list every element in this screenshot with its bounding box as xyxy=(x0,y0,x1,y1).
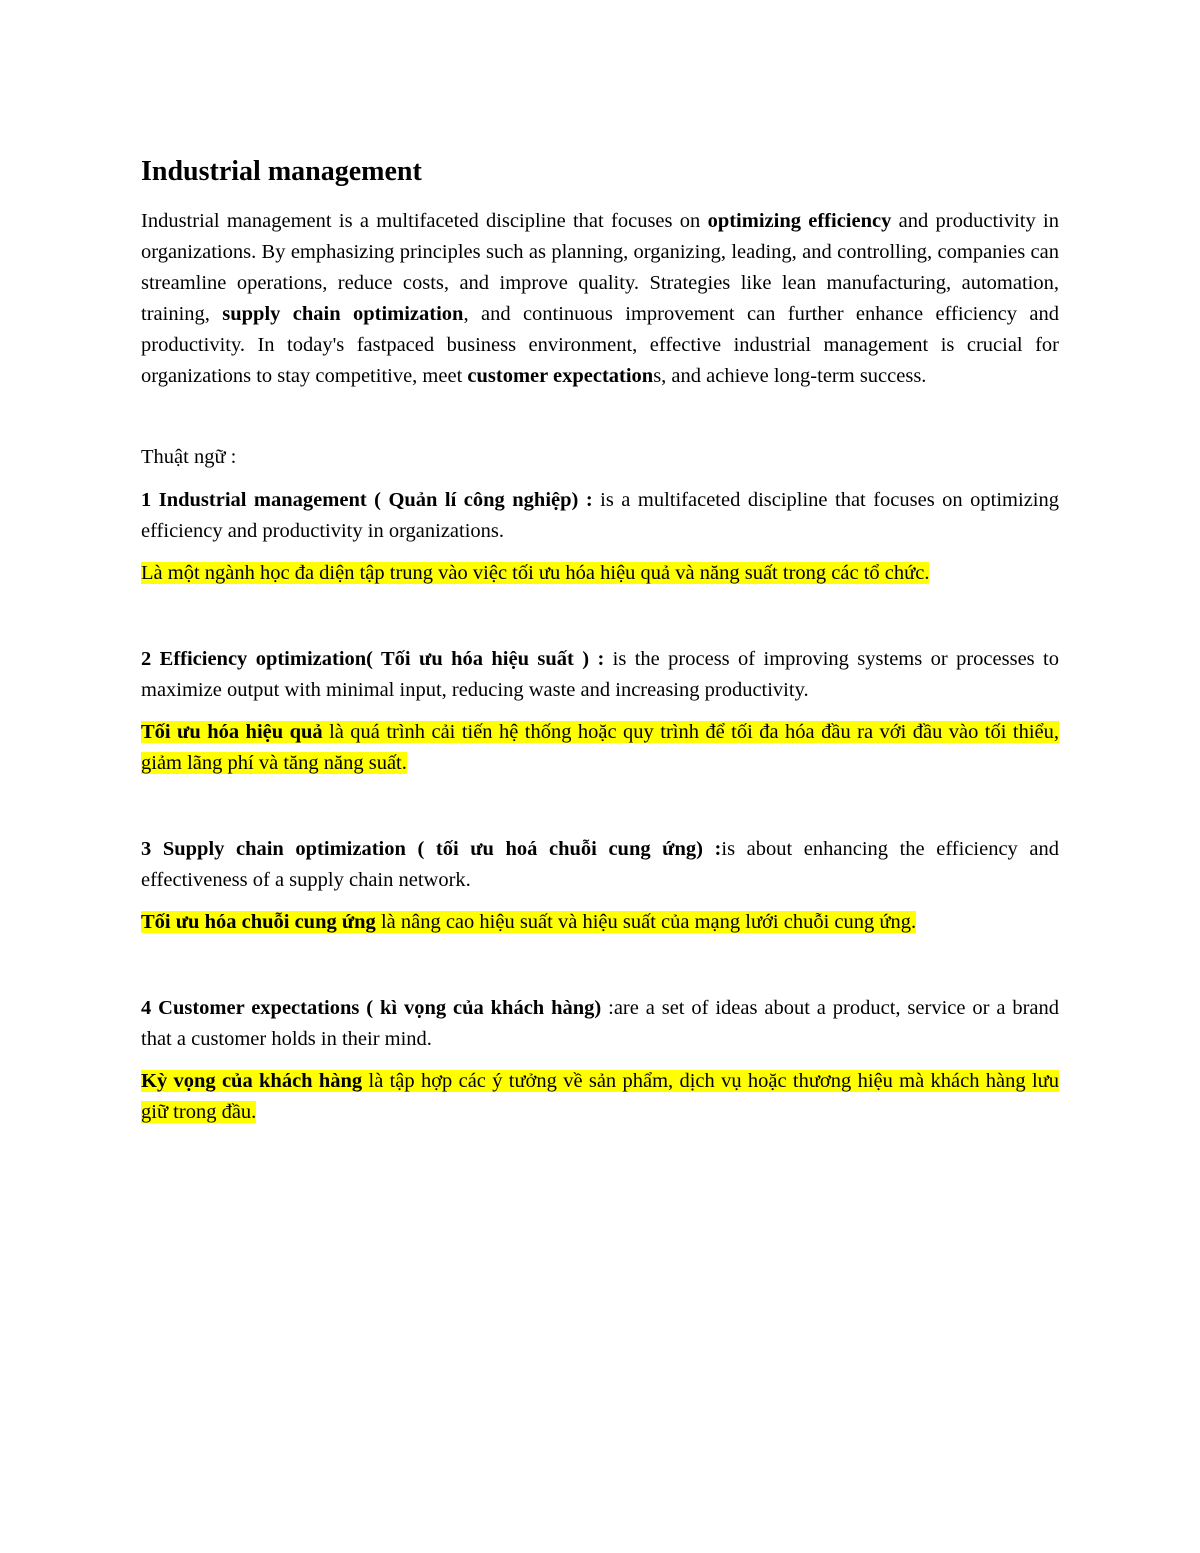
term-item xyxy=(141,644,1059,779)
translation-bold: Tối ưu hóa hiệu quả xyxy=(141,721,323,743)
spacer xyxy=(141,938,1059,993)
translation-text: là nâng cao hiệu suất và hiệu suất của mạng lưới chuỗi cung ứng. xyxy=(375,911,917,933)
term-definition xyxy=(141,485,1059,547)
term-definition-text: :are a set of ideas about a product, service or a brand that a customer holds in their mind. xyxy=(141,997,1059,1050)
term-translation xyxy=(141,1066,1059,1128)
spacer xyxy=(141,589,1059,644)
intro-text-2: and productivity in organizations. By emphasizing principles such as planning, organizing, leading, and controlling, companies can streamline operations, reduce costs, and improve quality. Strategies like lean manufacturing, automation, training, xyxy=(141,210,1059,325)
term-definition xyxy=(141,993,1059,1055)
spacer xyxy=(141,392,1059,442)
highlighted-translation xyxy=(141,721,1059,774)
term-heading: 2 Efficiency optimization( Tối ưu hóa hiệu suất ) : xyxy=(141,648,605,670)
document-page xyxy=(141,150,1059,1128)
term-item xyxy=(141,993,1059,1128)
intro-bold-2: supply chain optimization xyxy=(222,303,464,325)
intro-bold-1: optimizing efficiency xyxy=(707,210,892,232)
glossary-label: Thuật ngữ : xyxy=(141,446,237,468)
translation-bold: Kỳ vọng của khách hàng xyxy=(141,1070,363,1092)
term-translation xyxy=(141,717,1059,779)
term-heading: 4 Customer expectations ( kì vọng của khách hàng) xyxy=(141,997,602,1019)
intro-paragraph xyxy=(141,206,1059,392)
highlighted-translation xyxy=(141,1070,1059,1123)
term-definition xyxy=(141,834,1059,896)
spacer xyxy=(141,779,1059,834)
term-definition-text: is a multifaceted discipline that focuses on optimizing efficiency and productivity in organizations. xyxy=(141,489,1059,542)
term-definition-text: is the process of improving systems or processes to maximize output with minimal input, reducing waste and increasing productivity. xyxy=(141,648,1059,701)
term-translation xyxy=(141,558,1059,589)
translation-text: Là một ngành học đa diện tập trung vào việc tối ưu hóa hiệu quả và năng suất trong các tổ chức. xyxy=(141,562,930,584)
term-item xyxy=(141,485,1059,589)
term-translation xyxy=(141,907,1059,938)
page-title: Industrial management xyxy=(141,156,422,187)
term-definition-text: is about enhancing the efficiency and effectiveness of a supply chain network. xyxy=(141,838,1059,891)
translation-text: là quá trình cải tiến hệ thống hoặc quy trình để tối đa hóa đầu ra với đầu vào tối thiểu, giảm lãng phí và tăng năng suất. xyxy=(141,721,1059,774)
highlighted-translation xyxy=(141,562,929,584)
term-definition xyxy=(141,644,1059,706)
intro-text-4: s, and achieve long-term success. xyxy=(653,365,927,387)
translation-bold: Tối ưu hóa chuỗi cung ứng xyxy=(141,911,376,933)
intro-text-3: , and continuous improvement can further enhance efficiency and productivity. In today's fastpaced business environment, effective industrial management is crucial for organizations to stay competitive, meet xyxy=(141,303,1059,387)
term-item xyxy=(141,834,1059,938)
intro-text-1: Industrial management is a multifaceted discipline that focuses on xyxy=(141,210,708,232)
highlighted-translation xyxy=(141,911,916,933)
term-heading: 1 Industrial management ( Quản lí công nghiệp) : xyxy=(141,489,593,511)
translation-text: là tập hợp các ý tưởng về sản phẩm, dịch vụ hoặc thương hiệu mà khách hàng lưu giữ trong đầu. xyxy=(141,1070,1059,1123)
term-heading: 3 Supply chain optimization ( tối ưu hoá chuỗi cung ứng) : xyxy=(141,838,722,860)
intro-bold-3: customer expectation xyxy=(467,365,654,387)
